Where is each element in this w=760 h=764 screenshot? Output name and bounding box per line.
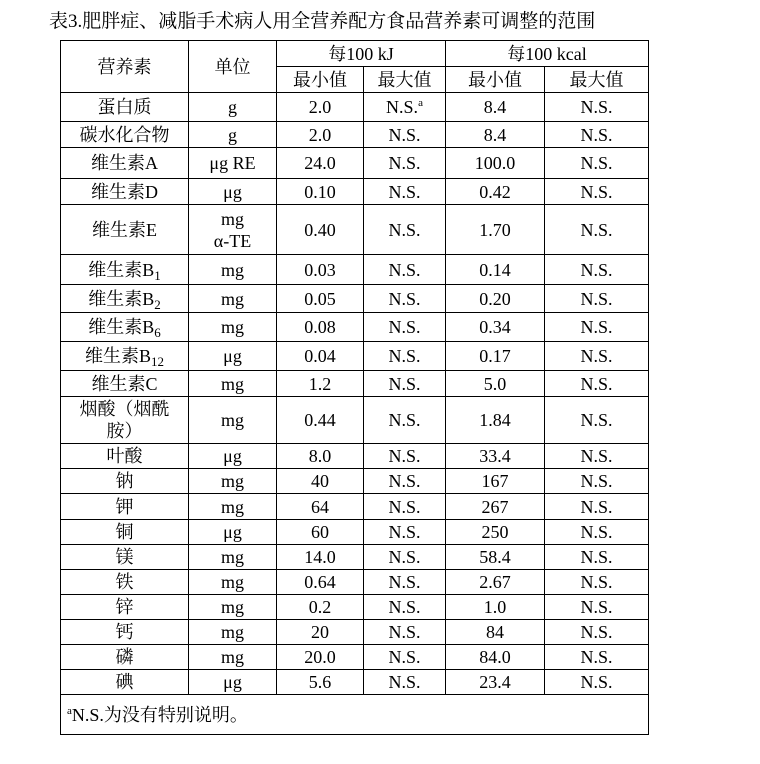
cell-kcal-min: 167 [446,469,545,494]
cell-kj-max [364,122,446,148]
cell-kcal-min: 84.0 [446,645,545,670]
cell-kj-min: 0.08 [277,313,364,342]
cell-kcal-max: N.S. [545,93,649,122]
footnote-marker: a [67,704,72,717]
cell-nutrient [61,122,189,148]
cell-kcal-min: 0.17 [446,342,545,371]
cell-unit [189,545,277,570]
unit-value: mg [220,572,244,592]
cell-kj-max [364,205,446,255]
kj-max-value: N.S. [388,572,421,592]
cell-kj-min: 0.04 [277,342,364,371]
nutrient-name: 蛋白质 [97,97,152,117]
nutrient-name-line2: 胺） [106,421,143,441]
table-row [61,205,649,255]
kj-max-value: N.S. [388,597,421,617]
cell-kj-min: 0.44 [277,397,364,444]
cell-kcal-max: N.S. [545,494,649,520]
cell-kcal-max: N.S. [545,620,649,645]
cell-nutrient [61,205,189,255]
unit-value: mg [220,410,244,430]
footnote [61,695,649,735]
cell-kcal-min: 8.4 [446,93,545,122]
unit-value: g [228,124,237,145]
table-row [61,494,649,520]
nutrient-name: 钾 [115,496,134,517]
cell-unit [189,122,277,148]
table-row [61,313,649,342]
cell-kj-max [364,645,446,670]
cell-kcal-min: 8.4 [446,122,545,148]
cell-kcal-max: N.S. [545,469,649,494]
cell-nutrient [61,670,189,695]
cell-kj-max [364,444,446,469]
cell-kcal-max: N.S. [545,444,649,469]
cell-kcal-max: N.S. [545,570,649,595]
table-row [61,670,649,695]
cell-nutrient [61,313,189,342]
kj-max-value: N.S. [388,124,421,145]
table-row [61,570,649,595]
table-row [61,545,649,570]
kj-max-value: N.S. [388,181,421,202]
unit-value: g [228,97,237,117]
cell-kcal-max: N.S. [545,397,649,444]
cell-kcal-max: N.S. [545,670,649,695]
cell-unit [189,444,277,469]
cell-kcal-min: 100.0 [446,148,545,179]
cell-kcal-max: N.S. [545,285,649,313]
unit-value: μg [223,181,242,202]
table-row [61,595,649,620]
cell-kj-max [364,397,446,444]
cell-kj-max [364,371,446,397]
cell-unit [189,670,277,695]
nutrient-subscript: 12 [151,354,164,369]
header-kcal-min: 最小值 [446,67,545,93]
cell-kj-min: 0.40 [277,205,364,255]
cell-unit [189,570,277,595]
cell-kj-max [364,255,446,285]
cell-kj-max [364,179,446,205]
cell-kcal-min: 58.4 [446,545,545,570]
unit-value: μg [223,346,242,366]
cell-kcal-min: 1.0 [446,595,545,620]
cell-kj-max [364,469,446,494]
nutrient-name: 铁 [115,572,134,592]
cell-unit [189,255,277,285]
cell-kj-max [364,313,446,342]
table-row [61,469,649,494]
cell-kcal-min: 0.14 [446,255,545,285]
cell-kj-max [364,620,446,645]
footnote-text: N.S.为没有特别说明。 [71,704,248,725]
unit-value: mg [220,547,244,567]
cell-kcal-max: N.S. [545,255,649,285]
cell-nutrient [61,285,189,313]
cell-kcal-max: N.S. [545,148,649,179]
unit-value: μg [223,446,242,466]
nutrient-table [60,40,649,735]
header-per-100-kcal: 每100 kcal [446,41,649,67]
kj-max-value: N.S. [388,522,421,542]
kj-max-value: N.S. [386,97,419,117]
cell-kcal-min: 0.34 [446,313,545,342]
table-row [61,444,649,469]
cell-kj-min: 2.0 [277,93,364,122]
nutrient-name: 钙 [115,622,134,642]
cell-kj-min: 60 [277,520,364,545]
cell-kcal-max: N.S. [545,122,649,148]
unit-value: mg [220,597,244,617]
cell-nutrient [61,179,189,205]
cell-kj-max [364,342,446,371]
cell-kj-min: 2.0 [277,122,364,148]
cell-kcal-max: N.S. [545,595,649,620]
cell-kj-max [364,520,446,545]
nutrient-name: 铜 [115,522,134,542]
kj-max-value: N.S. [388,153,421,173]
cell-kj-min: 8.0 [277,444,364,469]
cell-kj-max [364,285,446,313]
cell-kcal-min: 250 [446,520,545,545]
cell-kj-max [364,670,446,695]
kj-max-value: N.S. [388,446,421,466]
cell-unit [189,179,277,205]
table-row [61,285,649,313]
cell-kcal-max: N.S. [545,205,649,255]
nutrient-subscript: 2 [154,296,161,312]
table-row [61,255,649,285]
cell-nutrient [61,494,189,520]
cell-unit [189,397,277,444]
cell-kj-min: 64 [277,494,364,520]
cell-kcal-max: N.S. [545,313,649,342]
cell-kcal-min: 23.4 [446,670,545,695]
cell-unit [189,469,277,494]
cell-kcal-max: N.S. [545,371,649,397]
cell-nutrient [61,645,189,670]
cell-kj-max [364,595,446,620]
cell-unit [189,205,277,255]
unit-value-line2: α-TE [213,230,252,251]
cell-nutrient [61,595,189,620]
table-row [61,342,649,371]
cell-unit [189,620,277,645]
cell-kcal-min: 1.84 [446,397,545,444]
cell-kcal-max: N.S. [545,179,649,205]
cell-kcal-min: 0.20 [446,285,545,313]
cell-kcal-min: 267 [446,494,545,520]
cell-nutrient [61,444,189,469]
table-row [61,371,649,397]
header-kcal-max: 最大值 [545,67,649,93]
nutrient-name: 维生素C [91,373,158,394]
nutrient-name: 维生素B [84,346,151,366]
cell-unit [189,520,277,545]
header-kj-min: 最小值 [277,67,364,93]
unit-value: mg [220,259,244,280]
cell-kj-min: 1.2 [277,371,364,397]
nutrient-name: 维生素B [88,288,155,309]
cell-kcal-min: 1.70 [446,205,545,255]
unit-value: mg [220,647,244,667]
unit-value: mg [220,317,244,337]
cell-unit [189,494,277,520]
kj-max-value: N.S. [388,672,421,692]
nutrient-name: 维生素D [91,181,158,202]
cell-kj-min: 40 [277,469,364,494]
cell-kcal-min: 5.0 [446,371,545,397]
kj-max-value: N.S. [388,647,421,667]
table-body [61,93,649,695]
cell-unit [189,595,277,620]
cell-kj-min: 14.0 [277,545,364,570]
cell-nutrient [61,545,189,570]
cell-kj-min: 0.03 [277,255,364,285]
table-caption: 表3.肥胖症、减脂手术病人用全营养配方食品营养素可调整的范围 [49,11,596,32]
unit-value: mg [220,288,244,309]
nutrient-name: 维生素B [88,317,155,337]
unit-value: mg [220,496,244,517]
nutrient-name: 镁 [115,547,134,567]
cell-kcal-min: 33.4 [446,444,545,469]
unit-value: μg [223,672,242,692]
cell-nutrient [61,620,189,645]
cell-unit [189,93,277,122]
cell-unit [189,148,277,179]
nutrient-name: 碳水化合物 [79,124,170,145]
kj-max-value: N.S. [388,346,421,366]
unit-value: mg [220,373,244,394]
cell-kj-min: 20 [277,620,364,645]
cell-unit [189,371,277,397]
kj-max-value: N.S. [388,496,421,517]
cell-kj-min: 20.0 [277,645,364,670]
header-kj-max: 最大值 [364,67,446,93]
kj-max-value: N.S. [388,288,421,309]
cell-nutrient [61,570,189,595]
cell-nutrient [61,255,189,285]
unit-value: mg [220,208,244,229]
table-row [61,179,649,205]
cell-kj-max [364,494,446,520]
nutrient-name: 烟酸（烟酰 [79,399,170,419]
cell-kcal-max: N.S. [545,545,649,570]
cell-kcal-min: 0.42 [446,179,545,205]
kj-max-value: N.S. [388,373,421,394]
kj-max-value: N.S. [388,317,421,337]
header-nutrient: 营养素 [61,41,189,93]
table-row [61,520,649,545]
cell-kcal-max: N.S. [545,342,649,371]
nutrient-name: 维生素E [92,219,157,240]
header-unit: 单位 [189,41,277,93]
cell-nutrient [61,148,189,179]
cell-kj-min: 24.0 [277,148,364,179]
table-head [61,41,649,93]
kj-max-value: N.S. [388,547,421,567]
nutrient-name: 碘 [115,672,134,692]
nutrient-name: 锌 [115,597,134,617]
table-row [61,148,649,179]
cell-nutrient [61,520,189,545]
nutrient-name: 叶酸 [106,446,143,466]
cell-nutrient [61,397,189,444]
cell-kj-max [364,545,446,570]
cell-kj-min: 5.6 [277,670,364,695]
cell-kj-min: 0.05 [277,285,364,313]
nutrient-name: 钠 [115,471,134,491]
nutrient-name: 维生素B [88,259,155,280]
header-per-100-kj: 每100 kJ [277,41,446,67]
unit-value: mg [220,471,244,491]
cell-nutrient [61,93,189,122]
kj-max-value: N.S. [388,622,421,642]
cell-kj-max [364,570,446,595]
cell-unit [189,645,277,670]
unit-value: μg RE [209,153,256,173]
table-row [61,645,649,670]
cell-unit [189,313,277,342]
table-row [61,620,649,645]
table-row [61,122,649,148]
cell-nutrient [61,342,189,371]
cell-unit [189,342,277,371]
kj-max-value: N.S. [388,259,421,280]
cell-kj-min: 0.2 [277,595,364,620]
kj-max-value: N.S. [388,410,421,430]
cell-kj-max [364,148,446,179]
cell-kcal-min: 2.67 [446,570,545,595]
cell-unit [189,285,277,313]
nutrient-name: 磷 [115,647,134,667]
footnote-ref: a [418,97,423,109]
nutrient-subscript: 1 [154,267,161,283]
table-row [61,397,649,444]
cell-kj-min: 0.64 [277,570,364,595]
cell-kj-max [364,93,446,122]
cell-kcal-max: N.S. [545,645,649,670]
nutrient-name: 维生素A [91,153,158,173]
cell-kcal-max: N.S. [545,520,649,545]
unit-value: mg [220,622,244,642]
kj-max-value: N.S. [388,219,421,240]
kj-max-value: N.S. [388,471,421,491]
cell-nutrient [61,469,189,494]
table-row [61,93,649,122]
cell-kcal-min: 84 [446,620,545,645]
cell-nutrient [61,371,189,397]
unit-value: μg [223,522,242,542]
nutrient-subscript: 6 [154,325,161,340]
cell-kj-min: 0.10 [277,179,364,205]
